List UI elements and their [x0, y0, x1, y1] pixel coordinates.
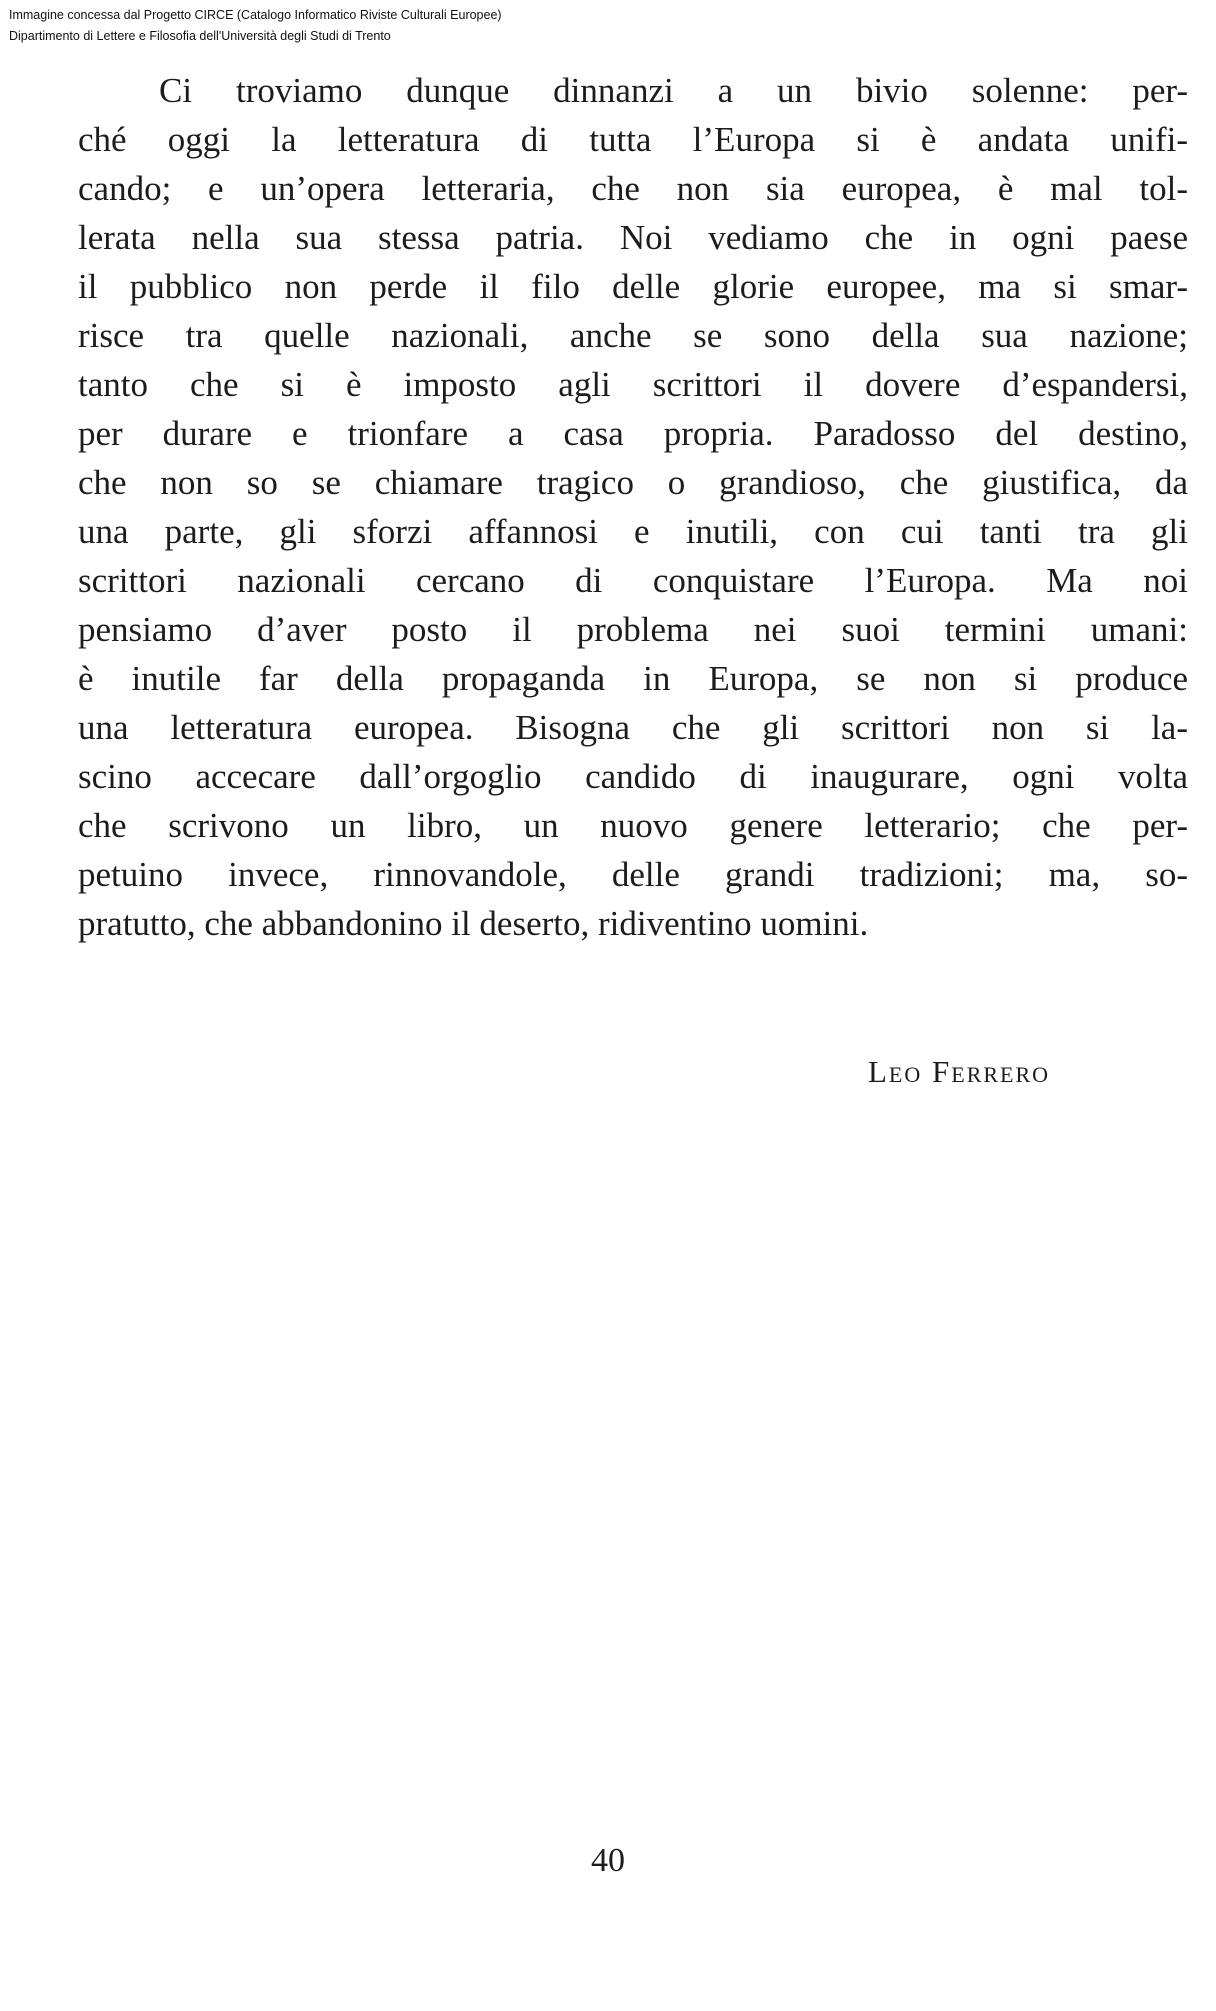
text-line: il pubblico non perde il filo delle glorie europee, ma si smar-: [78, 267, 1188, 306]
text-line: tanto che si è imposto agli scrittori il dovere d’espandersi,: [78, 365, 1188, 404]
text-line: una letteratura europea. Bisogna che gli scrittori non si la-: [78, 708, 1188, 747]
article-body: [78, 66, 1188, 948]
credit-line-1: Immagine concessa dal Progetto CIRCE (Catalogo Informatico Riviste Culturali Europee): [9, 8, 502, 22]
text-line: risce tra quelle nazionali, anche se sono della sua nazione;: [78, 316, 1188, 355]
text-line: per durare e trionfare a casa propria. Paradosso del destino,: [78, 414, 1188, 453]
text-line: che non so se chiamare tragico o grandioso, che giustifica, da: [78, 463, 1188, 502]
text-line: cando; e un’opera letteraria, che non sia europea, è mal tol-: [78, 169, 1188, 208]
text-line: scrittori nazionali cercano di conquistare l’Europa. Ma noi: [78, 561, 1188, 600]
text-line: è inutile far della propaganda in Europa, se non si produce: [78, 659, 1188, 698]
credit-line-2: Dipartimento di Lettere e Filosofia dell'Università degli Studi di Trento: [9, 29, 391, 43]
text-line: pratutto, che abbandonino il deserto, ridiventino uomini.: [78, 904, 869, 943]
page-number: 40: [591, 1842, 625, 1879]
text-line: che scrivono un libro, un nuovo genere letterario; che per-: [78, 806, 1188, 845]
text-line: una parte, gli sforzi affannosi e inutili, con cui tanti tra gli: [78, 512, 1188, 551]
text-line: Ci troviamo dunque dinnanzi a un bivio solenne: per-: [159, 71, 1188, 110]
text-line: pensiamo d’aver posto il problema nei suoi termini umani:: [78, 610, 1188, 649]
text-line: lerata nella sua stessa patria. Noi vediamo che in ogni paese: [78, 218, 1188, 257]
text-line: petuino invece, rinnovandole, delle grandi tradizioni; ma, so-: [78, 855, 1188, 894]
text-line: scino accecare dall’orgoglio candido di inaugurare, ogni volta: [78, 757, 1188, 796]
author-signature: Leo Ferrero: [868, 1054, 1051, 1089]
text-line: ché oggi la letteratura di tutta l’Europa si è andata unifi-: [78, 120, 1188, 159]
